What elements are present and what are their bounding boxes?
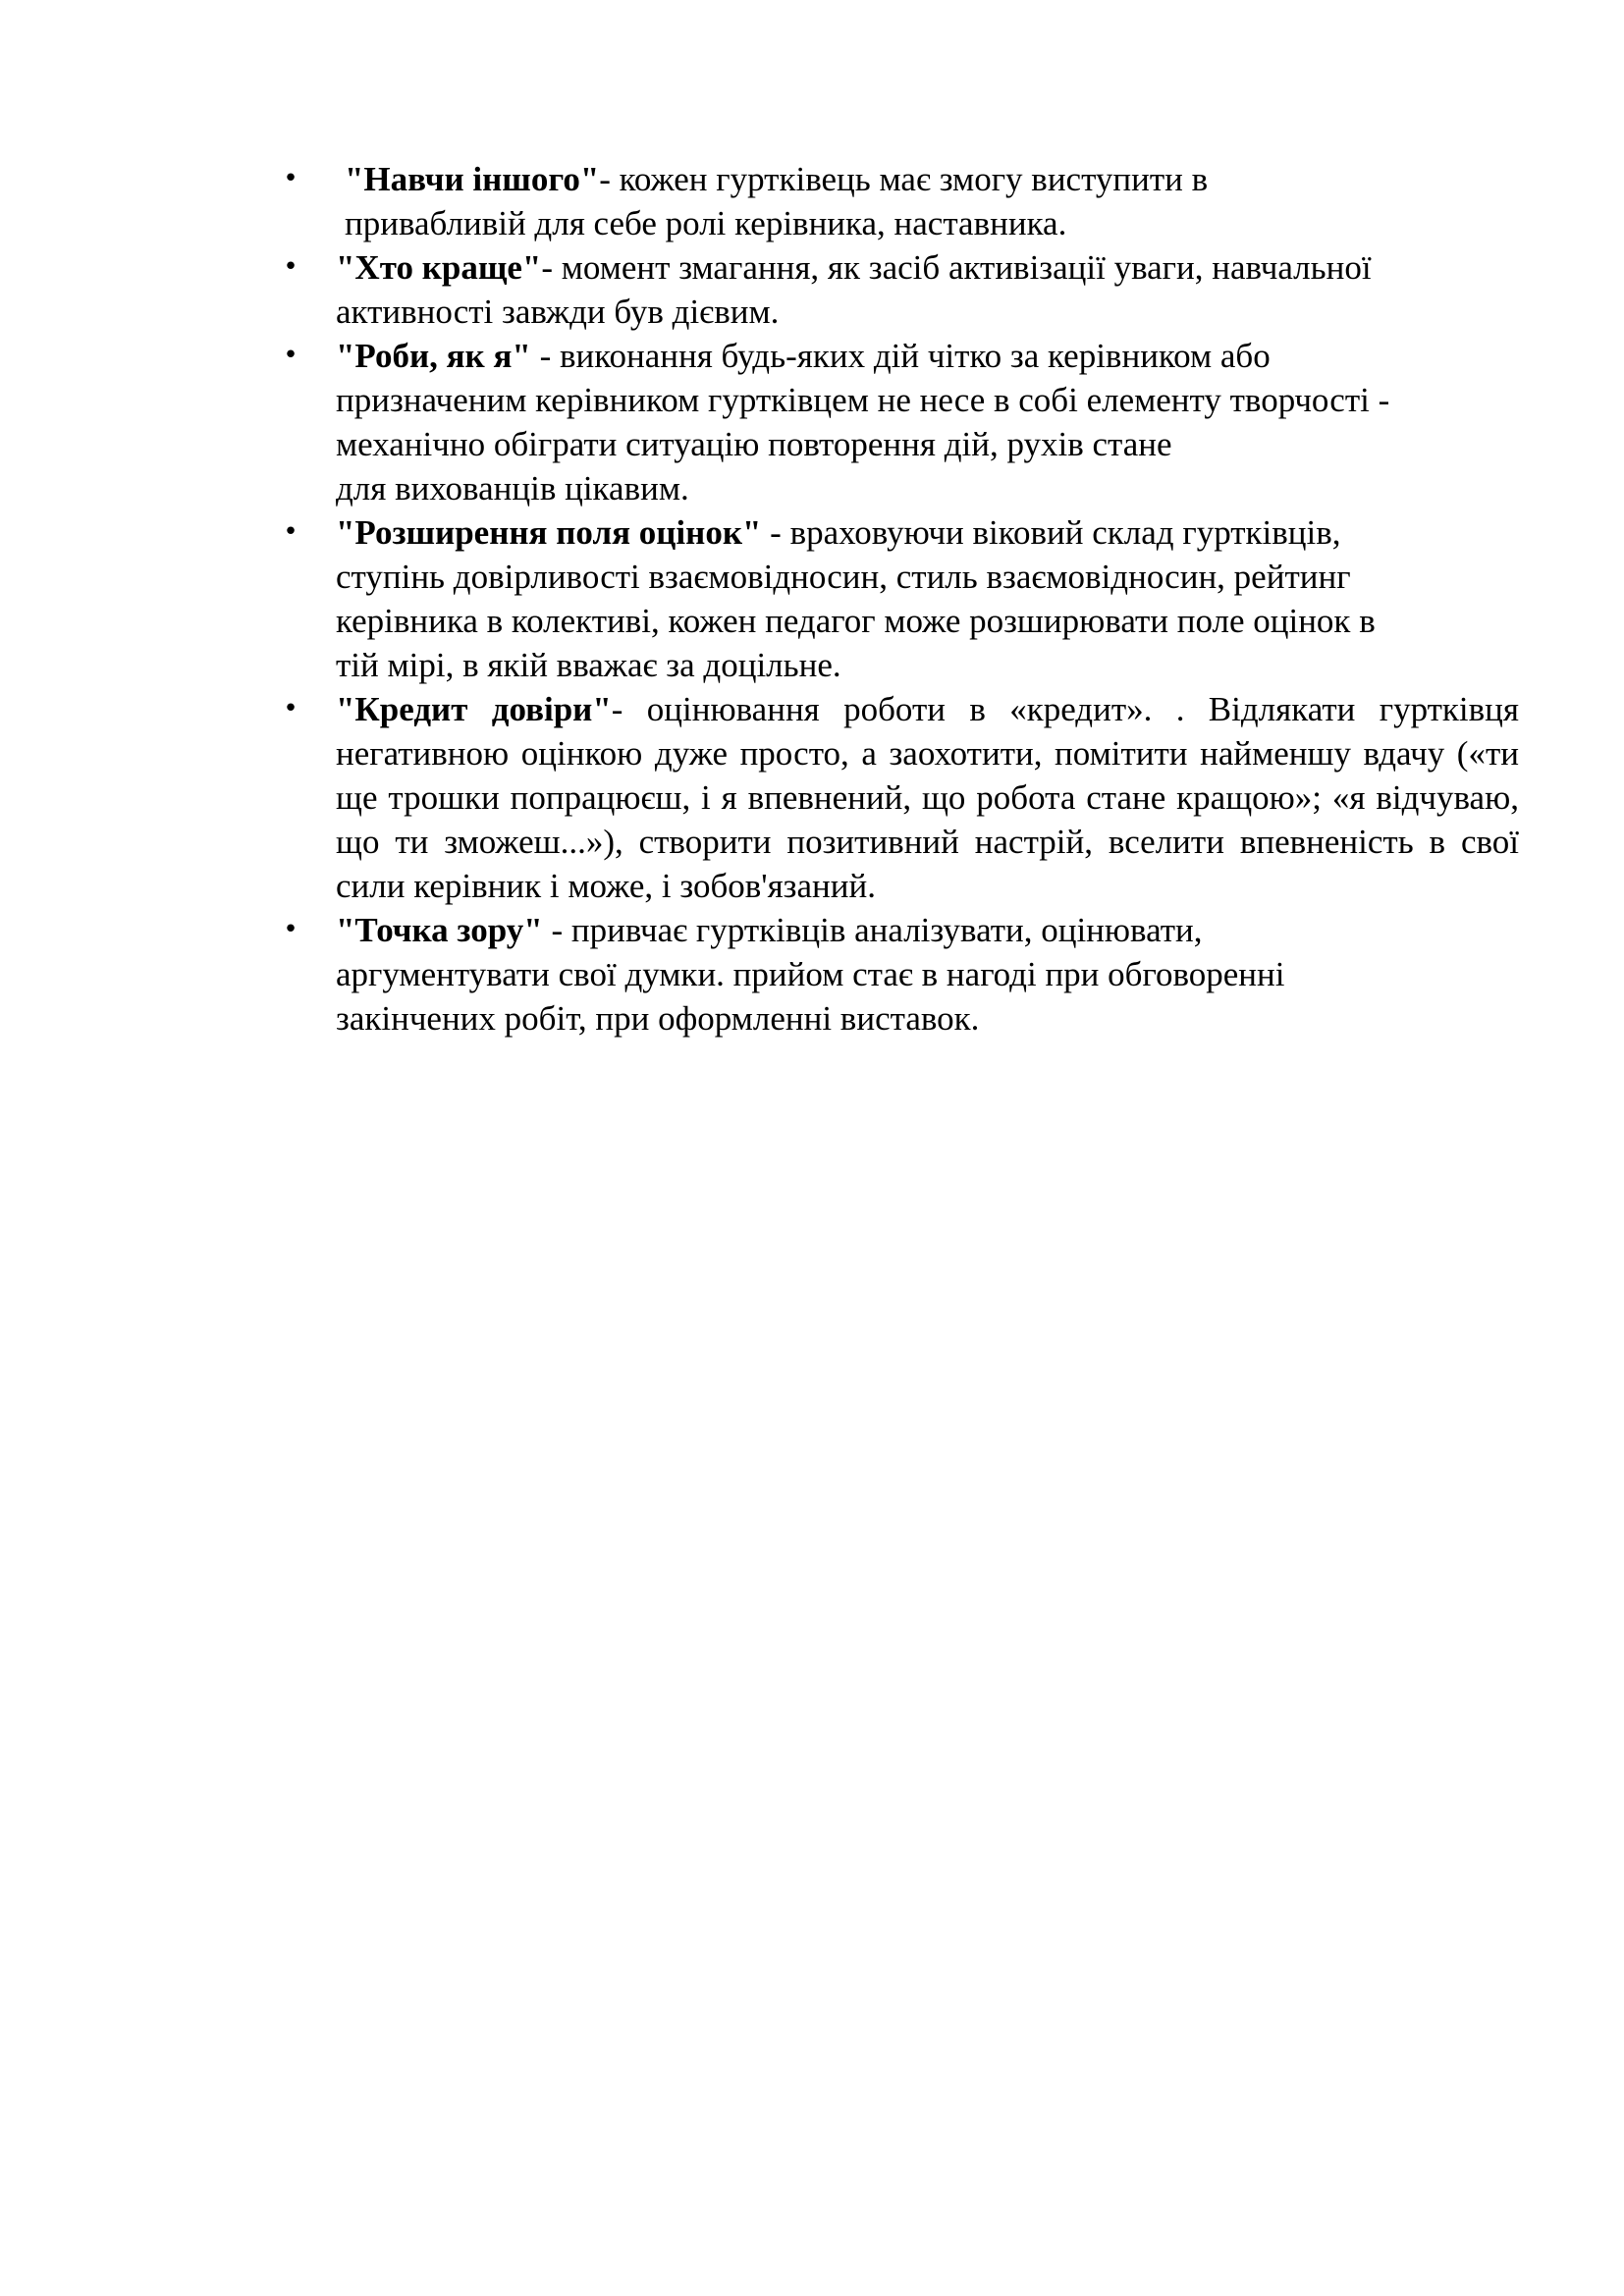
- list-item: [283, 245, 1519, 334]
- list-item-term: "Навчи іншого": [345, 160, 600, 198]
- list-item-line: привабливій для себе ролі керівника, наставника.: [345, 204, 1067, 242]
- list-item-line: для вихованців цікавим.: [336, 469, 689, 507]
- list-item: [283, 510, 1519, 687]
- list-item-term: "Роби, як я": [336, 337, 531, 375]
- bullet-icon: •: [283, 694, 298, 723]
- list-item-line: закінчених робіт, при оформленні виставок.: [336, 999, 980, 1038]
- bullet-icon: •: [283, 915, 298, 944]
- bullet-icon: •: [283, 252, 298, 282]
- bullet-icon: •: [283, 164, 298, 193]
- list-item: [283, 908, 1519, 1041]
- list-item-text: [336, 334, 1519, 510]
- list-item-line: - привчає гуртківців аналізувати, оцінювати,: [542, 911, 1203, 949]
- list-item-line: - виконання будь-яких дій чітко за керівником або: [530, 337, 1271, 375]
- list-item-text: [336, 687, 1519, 908]
- bullet-icon: •: [283, 341, 298, 370]
- list-item-text: [336, 908, 1519, 1041]
- list-item-line: механічно обіграти ситуацію повторення дій, рухів стане: [336, 425, 1172, 463]
- list-item-line: активності завжди був дієвим.: [336, 293, 780, 331]
- list-item-line: керівника в колективі, кожен педагог може розширювати поле оцінок в: [336, 602, 1376, 640]
- list-item: [283, 687, 1519, 908]
- list-item-line: ступінь довірливості взаємовідносин, стиль взаємовідносин, рейтинг: [336, 558, 1351, 596]
- list-item-term: "Точка зору": [336, 911, 543, 949]
- list-item: [283, 157, 1519, 245]
- list-item-line: тій мірі, в якій вважає за доцільне.: [336, 646, 841, 684]
- list-item-text: [336, 245, 1519, 334]
- list-item-text: [336, 510, 1519, 687]
- bullet-list: [283, 157, 1519, 1041]
- list-item: [283, 334, 1519, 510]
- list-item-line: - враховуючи віковий склад гуртківців,: [761, 513, 1341, 552]
- list-item-line: аргументувати свої думки. прийом стає в нагоді при обговоренні: [336, 955, 1285, 993]
- list-item-term: "Кредит довіри": [336, 690, 612, 728]
- list-item-term: "Хто краще": [336, 248, 542, 287]
- list-item-line: - момент змагання, як засіб активізації уваги, навчальної: [541, 248, 1372, 287]
- list-item-paragraph: - оцінювання роботи в «кредит». . Відлякати гуртківця негативною оцінкою дуже просто, а заохотити, помітити найменшу вдачу («ти ще трошки попрацюєш, і я впевнений, що робота стане кращою»; «я відчуваю, що ти зможеш...»), створити позитивний настрій, вселити впевненість в свої сили керівник і може, і зобов'язаний.: [336, 690, 1519, 905]
- list-item-line: призначеним керівником гуртківцем не несе в собі елементу творчості -: [336, 381, 1390, 419]
- list-item-text: [336, 157, 1519, 245]
- bullet-icon: •: [283, 517, 298, 547]
- list-item-line: - кожен гуртківець має змогу виступити в: [599, 160, 1209, 198]
- list-item-term: "Розширення поля оцінок": [336, 513, 762, 552]
